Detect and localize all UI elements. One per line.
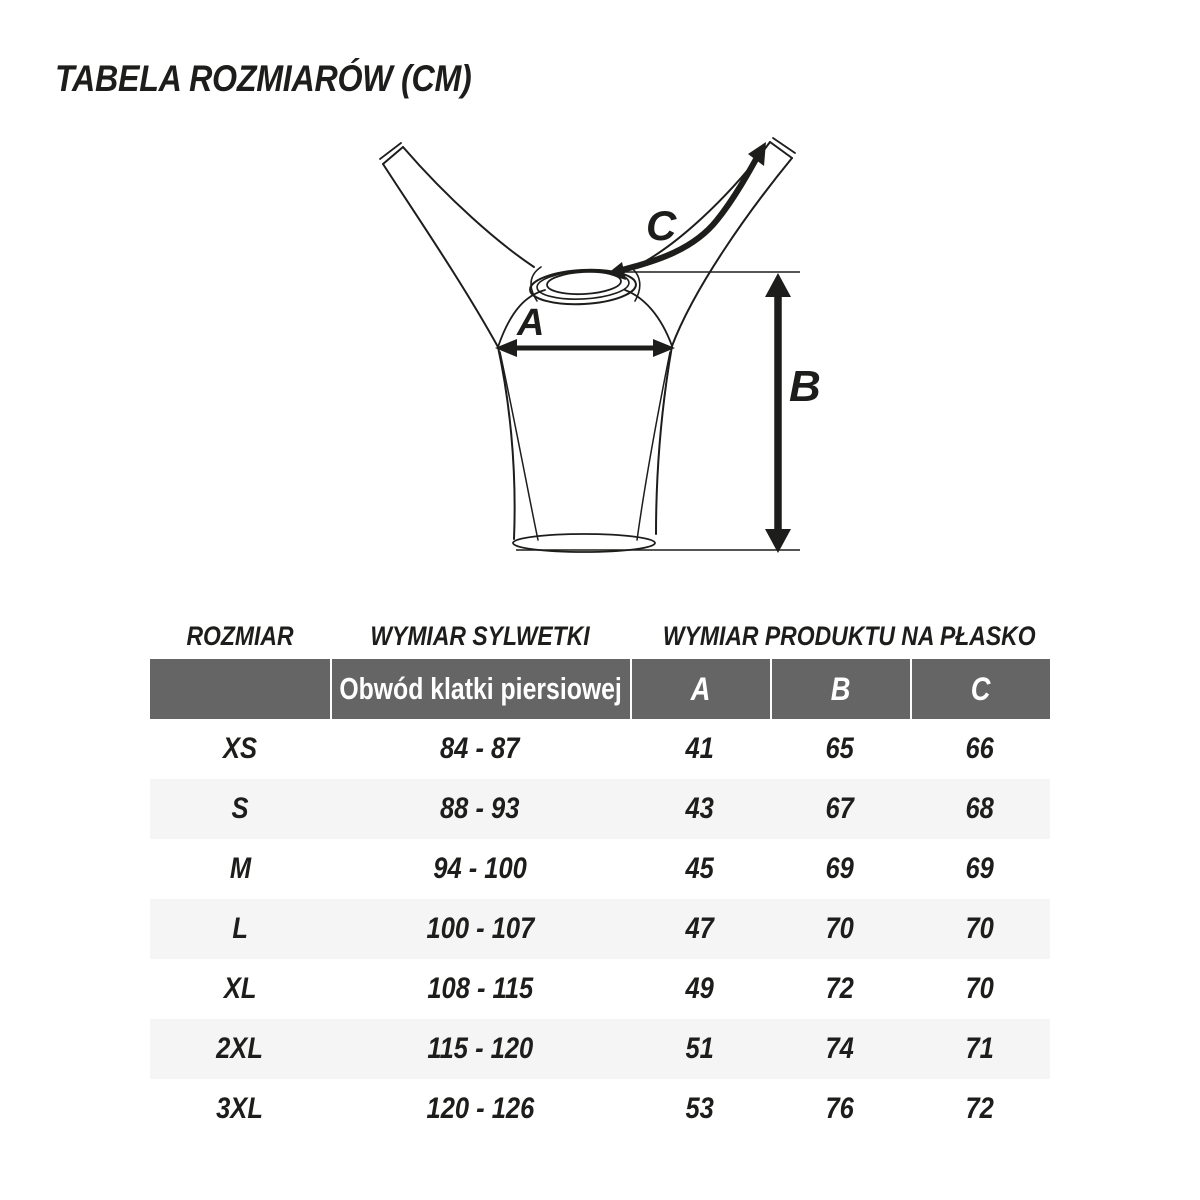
table-group-headers (150, 604, 1050, 659)
table-body (150, 719, 1050, 1139)
measure-c-label: C (646, 202, 677, 249)
chest-range: 94 - 100 (433, 852, 527, 885)
value-a: 51 (685, 1032, 715, 1065)
torso-right-edge (656, 346, 672, 534)
size-label: S (231, 792, 249, 825)
value-c: 70 (965, 912, 995, 945)
measure-a-left-arrowhead (495, 339, 517, 357)
measure-b-top-arrowhead (765, 273, 791, 297)
value-b: 69 (825, 852, 855, 885)
right-sleeve-upper-edge (622, 142, 770, 273)
header-cell-c: C (912, 659, 1050, 719)
value-b: 65 (825, 732, 855, 765)
chest-range: 115 - 120 (427, 1032, 533, 1065)
table-row-2xl (150, 1019, 1050, 1079)
value-a: 41 (685, 732, 715, 765)
group-header-body-measure: WYMIAR SYLWETKI (370, 621, 590, 651)
value-c: 71 (965, 1032, 995, 1065)
chest-range: 100 - 107 (426, 912, 534, 945)
value-b: 72 (825, 972, 855, 1005)
header-cell-size-empty (150, 659, 330, 719)
group-header-product-measure: WYMIAR PRODUKTU NA PŁASKO (662, 621, 1036, 651)
value-a: 53 (685, 1092, 715, 1125)
value-a: 45 (685, 852, 715, 885)
value-b: 70 (825, 912, 855, 945)
size-table (150, 604, 1050, 1139)
table-row-s (150, 779, 1050, 839)
chest-range: 84 - 87 (440, 732, 520, 765)
table-row-m (150, 839, 1050, 899)
value-c: 66 (965, 732, 995, 765)
header-cell-a: A (632, 659, 770, 719)
chest-range: 120 - 126 (426, 1092, 534, 1125)
header-cell-chest: Obwód klatki piersiowej (332, 659, 630, 719)
value-a: 43 (685, 792, 715, 825)
value-a: 49 (685, 972, 715, 1005)
collar-right-edge (629, 266, 640, 301)
measure-b-label: B (789, 362, 821, 411)
table-row-xs (150, 719, 1050, 779)
value-c: 69 (965, 852, 995, 885)
chest-range: 108 - 115 (427, 972, 533, 1005)
header-cell-b: B (772, 659, 910, 719)
chest-range: 88 - 93 (440, 792, 520, 825)
right-side-seam (637, 352, 670, 540)
garment-diagram (330, 105, 890, 605)
left-side-seam (500, 352, 538, 540)
size-label: M (229, 852, 251, 885)
size-label: 2XL (216, 1032, 264, 1065)
size-label: L (232, 912, 248, 945)
left-sleeve-upper-edge (403, 147, 534, 267)
value-c: 68 (965, 792, 995, 825)
page-title (55, 60, 534, 97)
table-row-xl (150, 959, 1050, 1019)
size-label: XS (222, 732, 258, 765)
value-a: 47 (685, 912, 715, 945)
size-label: XL (223, 972, 257, 1005)
torso-left-edge (498, 347, 515, 539)
value-b: 67 (825, 792, 855, 825)
table-row-l (150, 899, 1050, 959)
value-c: 70 (965, 972, 995, 1005)
measure-a-right-arrowhead (653, 339, 675, 357)
measure-a-label: A (517, 302, 545, 344)
right-yoke-seam (625, 290, 672, 346)
table-row-3xl (150, 1079, 1050, 1139)
table-header-row (150, 659, 1050, 719)
right-sleeve-lower-edge (672, 158, 792, 346)
size-label: 3XL (216, 1092, 264, 1125)
group-header-size: ROZMIAR (186, 621, 294, 651)
measure-c-arrow-curve (618, 152, 760, 271)
left-sleeve-lower-edge (383, 164, 498, 347)
value-c: 72 (965, 1092, 995, 1125)
value-b: 74 (825, 1032, 855, 1065)
page-title-text: TABELA ROZMIARÓW (CM) (55, 58, 472, 99)
value-b: 76 (825, 1092, 855, 1125)
